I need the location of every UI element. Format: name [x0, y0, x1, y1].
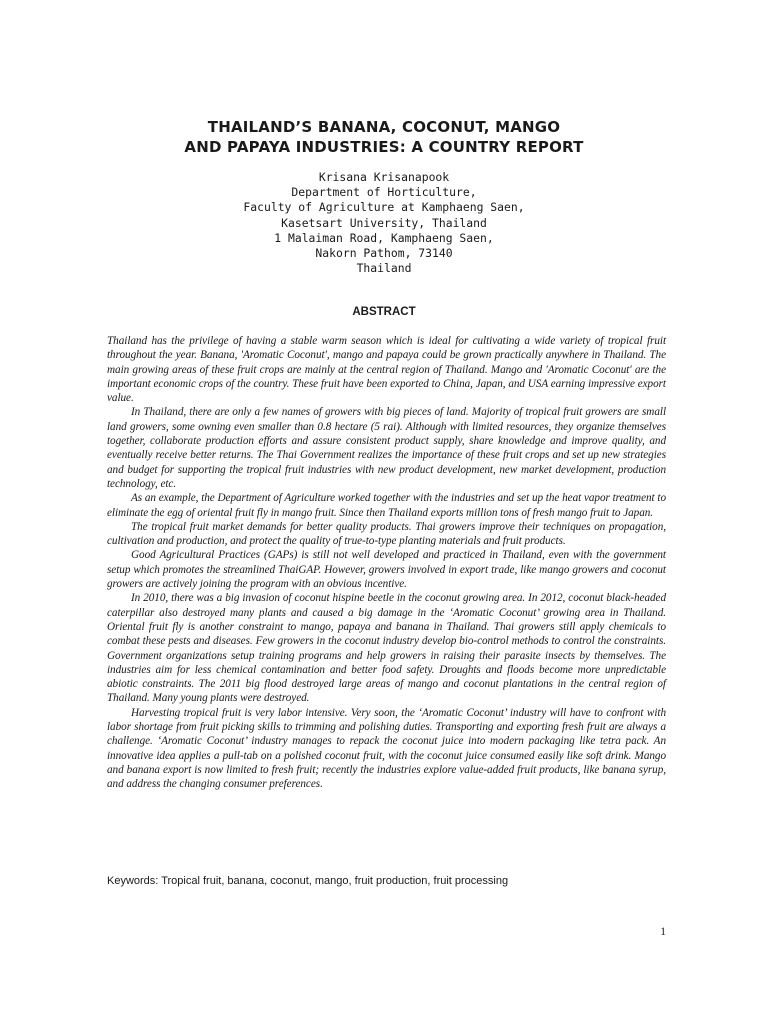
paper-title	[0, 117, 768, 157]
abstract-heading: ABSTRACT	[352, 306, 416, 318]
abstract-paragraph: Thailand has the privilege of having a stable warm season which is ideal for cultivating a wide variety of tropical fruit throughout the year. Banana, 'Aromatic Coconut', mango and papaya could be grown practically anywhere in Thailand. The main growing areas of these fruit crops are mainly at the central region of Thailand. Mango and 'Aromatic Coconut' are the important economic crops of the country. These fruit have been exported to China, Japan, and USA earning impressive export value.	[107, 335, 666, 405]
author-name: Krisana Krisanapook	[318, 170, 450, 184]
abstract-paragraph: Good Agricultural Practices (GAPs) is still not well developed and practiced in Thailand, even with the government setup which promotes the streamlined ThaiGAP. However, growers involved in export trade, like mango growers and coconut growers are actively joining the program with an obvious incentive.	[107, 549, 666, 591]
author-block	[0, 170, 768, 276]
affiliation-line: Faculty of Agriculture at Kamphaeng Saen,	[243, 200, 525, 215]
affiliation-line: Department of Horticulture,	[291, 185, 477, 200]
abstract-paragraph: In Thailand, there are only a few names of growers with big pieces of land. Majority of tropical fruit growers are small land growers, some owning even smaller than 0.8 hectare (5 rai). Although with limited resources, they organize themselves together, collaborate production efforts and assure consistent product supply, share knowledge and improve quality, and eventually receive better returns. The Thai Government realizes the importance of these fruit crops and set up new strategies and budget for supporting the tropical fruit industries with new product development, new market development, production technology, etc.	[107, 406, 666, 490]
page-number: 1	[660, 926, 666, 938]
paper-title-line-2: AND PAPAYA INDUSTRIES: A COUNTRY REPORT	[184, 138, 584, 156]
keywords-line: Keywords: Tropical fruit, banana, coconut, mango, fruit production, fruit processing	[107, 875, 509, 887]
affiliation-line: Thailand	[356, 261, 412, 276]
abstract-paragraph: Harvesting tropical fruit is very labor intensive. Very soon, the ‘Aromatic Coconut’ industry will have to confront with labor shortage from fruit picking skills to trimming and polishing duties. Transporting and exporting fresh fruit are always a challenge. ‘Aromatic Coconut’ industry manages to repack the coconut juice into modern packaging like tetra pack. An innovative idea applies a pull-tab on a polished coconut fruit, with the coconut juice consumed easily like soft drink. Mango and banana export is now limited to fresh fruit; recently the industries explore value-added fruit products, like banana syrup, and address the changing consumer preferences.	[107, 706, 666, 791]
abstract-paragraph: The tropical fruit market demands for better quality products. Thai growers improve their techniques on propagation, cultivation and production, and protect the quality of true-to-type planting materials and fruit products.	[107, 520, 666, 548]
abstract-paragraph: As an example, the Department of Agriculture worked together with the industries and set up the heat vapor treatment to eliminate the egg of oriental fruit fly in mango fruit. Since then Thailand exports million tons of fresh mango fruit to Japan.	[107, 492, 666, 519]
affiliation-line: Kasetsart University, Thailand	[281, 215, 487, 230]
paper-title-line-1: THAILAND’S BANANA, COCONUT, MANGO	[207, 118, 561, 136]
abstract-body	[107, 334, 666, 792]
affiliation-line: 1 Malaiman Road, Kamphaeng Saen,	[274, 230, 494, 245]
affiliation-line: Nakorn Pathom, 73140	[315, 246, 453, 261]
abstract-paragraph: In 2010, there was a big invasion of coconut hispine beetle in the coconut growing area. In 2012, coconut black-headed caterpillar also destroyed many plants and caused a big damage in the ‘Aromatic Coconut’ growing area in Thailand. Oriental fruit fly is another constraint to mango, papaya and banana in Thailand. Thai growers still apply chemicals to combat these pests and diseases. Few growers in the coconut industry develop bio-control methods to control the constraints. Government organizations setup training programs and help growers in raising their parasite insects by themselves. The industries aim for less chemical contamination and better food safety. Droughts and floods become more unpredictable abiotic constraints. The 2011 big flood destroyed large areas of mango and coconut plantations in the central region of Thailand. Many young plants were destroyed.	[107, 592, 666, 705]
